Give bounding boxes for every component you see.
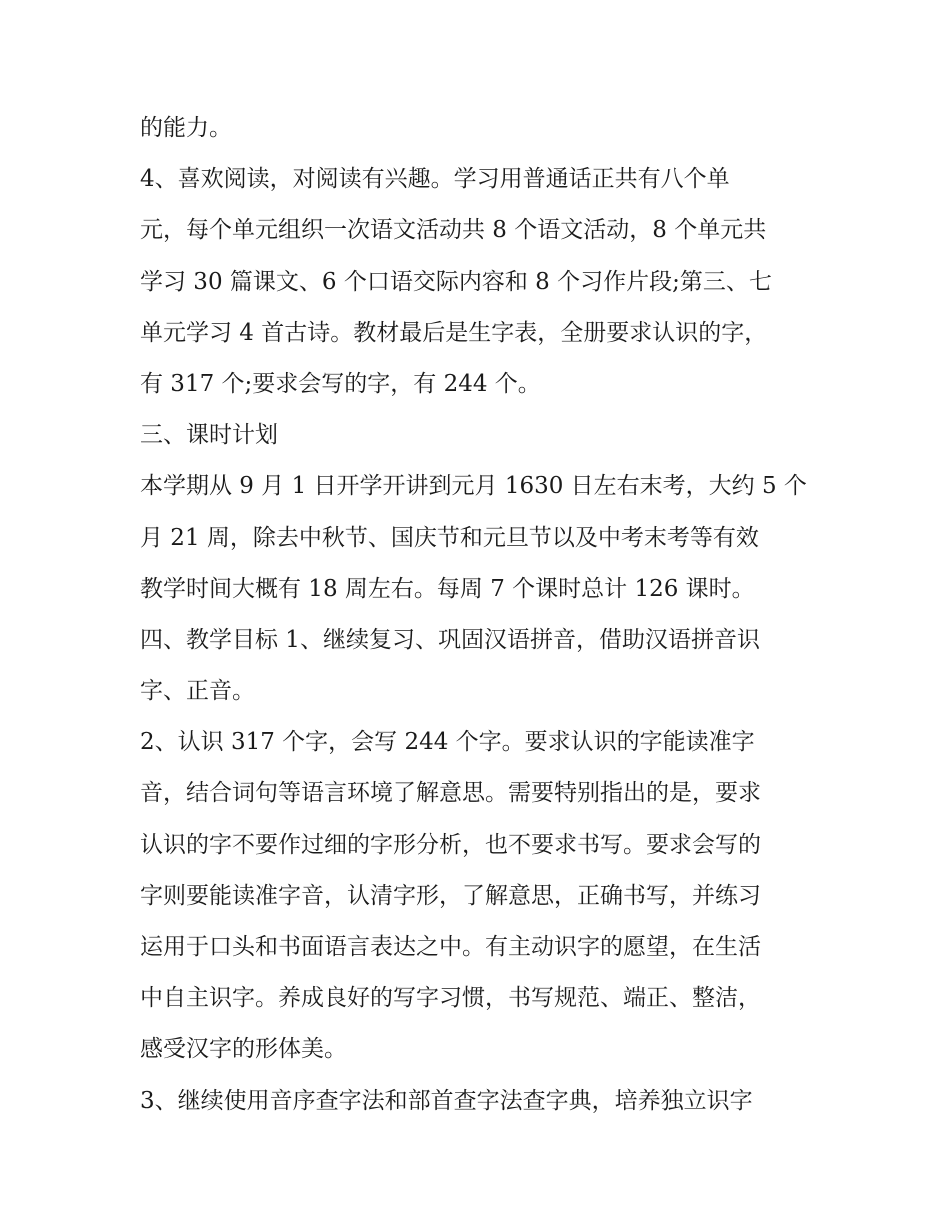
document-body <box>140 103 830 1127</box>
text-line: 有 317 个;要求会写的字，有 244 个。 <box>140 370 541 397</box>
text-line: 感受汉字的形体美。 <box>140 1036 347 1063</box>
section-heading: 四、教学目标 1、继续复习、巩固汉语拼音，借助汉语拼音识 <box>140 626 760 653</box>
text-line: 音，结合词句等语言环境了解意思。需要特别指出的是，要求 <box>140 780 761 807</box>
text-line: 学习 30 篇课文、6 个口语交际内容和 8 个习作片段;第三、七 <box>140 268 772 295</box>
text-line: 的能力。 <box>140 115 232 141</box>
text-line: 中自主识字。养成良好的写字习惯，书写规范、端正、整洁， <box>140 985 761 1012</box>
text-line: 元，每个单元组织一次语文活动共 8 个语文活动，8 个单元共 <box>140 217 767 244</box>
text-line: 运用于口头和书面语言表达之中。有主动识字的愿望，在生活 <box>140 934 761 960</box>
text-line: 月 21 周，除去中秋节、国庆节和元旦节以及中考末考等有效 <box>140 524 759 551</box>
text-line: 4、喜欢阅读，对阅读有兴趣。学习用普通话正共有八个单 <box>140 166 730 193</box>
text-line: 字则要能读准字音，认清字形，了解意思，正确书写，并练习 <box>140 882 761 909</box>
text-line: 字、正音。 <box>140 678 255 705</box>
text-line: 认识的字不要作过细的字形分析，也不要求书写。要求会写的 <box>140 831 761 858</box>
section-heading: 三、课时计划 <box>140 422 278 449</box>
text-line: 2、认识 317 个字，会写 244 个字。要求认识的字能读准字 <box>140 729 755 756</box>
text-line: 3、继续使用音序查字法和部首查字法查字典，培养独立识字 <box>140 1087 753 1114</box>
text-line: 本学期从 9 月 1 日开学开讲到元月 1630 日左右末考，大约 5 个 <box>140 473 807 500</box>
text-line: 教学时间大概有 18 周左右。每周 7 个课时总计 126 课时。 <box>140 575 755 602</box>
text-line: 单元学习 4 首古诗。教材最后是生字表，全册要求认识的字， <box>140 319 768 346</box>
